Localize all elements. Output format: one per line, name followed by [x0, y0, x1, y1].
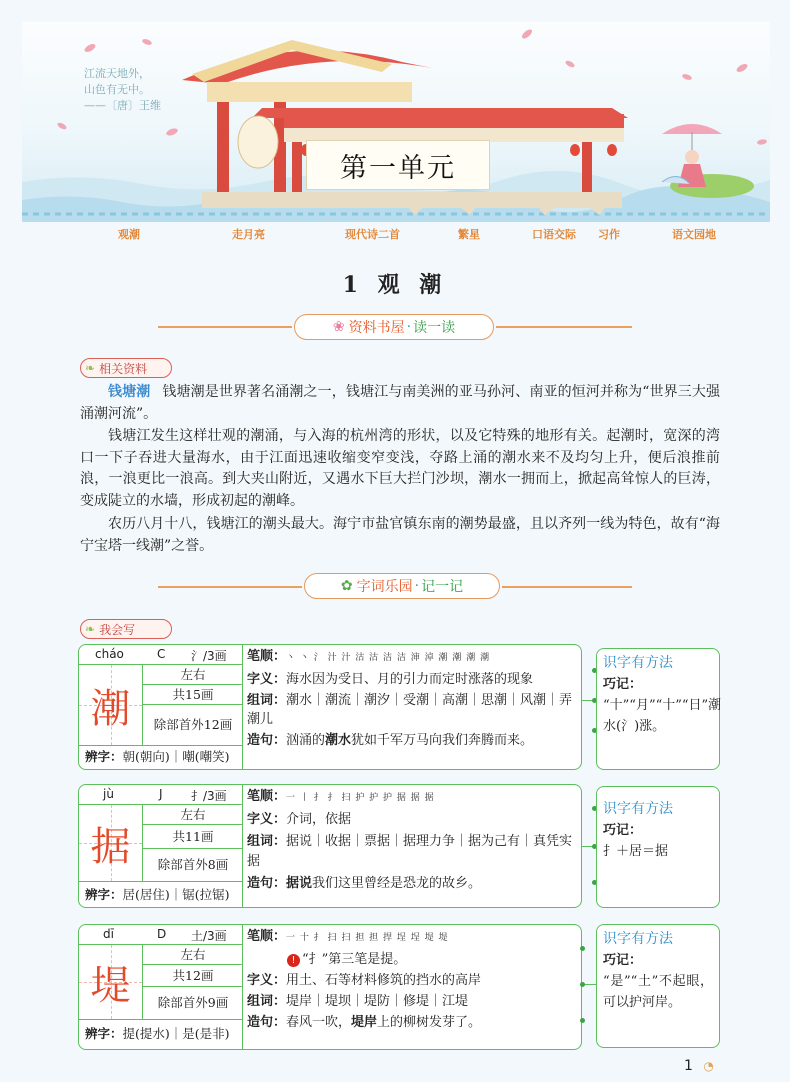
bianzi-text: 居(居住)｜锯(拉锯) — [122, 887, 230, 902]
page-number — [684, 1058, 714, 1074]
bianzi-row — [79, 1019, 243, 1048]
sentence-pre: 汹涌的 — [286, 733, 326, 748]
sentence-label: 造句： — [247, 876, 287, 891]
stroke-extra: 除部首外12画 — [153, 717, 233, 732]
bianzi-row — [79, 745, 243, 768]
big-character — [79, 665, 143, 745]
words-label: 组词： — [247, 834, 287, 849]
nav-item-guanchao[interactable]: 观潮 — [118, 228, 140, 241]
words-row — [247, 832, 579, 872]
words-label: 组词： — [247, 693, 287, 708]
leaf-icon: ❧ — [85, 361, 96, 375]
page-number-text: 1 — [684, 1058, 693, 1074]
char-card-di — [78, 924, 582, 1050]
meaning-text: 海水因为受日、月的引力而定时涨落的现象 — [286, 672, 534, 687]
flower-icon: ❀ — [332, 319, 345, 335]
strokes-text: 丶 丶 氵 汁 汁 沽 沽 洁 洁 渖 淖 潮 潮 潮 潮 — [286, 653, 491, 663]
warning-text: “扌”第三笔是提。 — [302, 952, 407, 967]
strokes-text: 一 十 扌 扫 扫 担 担 捍 埕 埕 堤 堤 — [286, 933, 449, 943]
divider-left — [158, 326, 292, 328]
words-row — [247, 691, 579, 729]
pinyin-row — [79, 645, 243, 665]
lesson-title: 1 观 潮 — [342, 272, 448, 298]
tip-body: “是”“土”不起眼，可以护河岸。 — [603, 974, 713, 1010]
bianzi-text: 朝(朝向)｜嘲(嘲笑) — [122, 749, 230, 764]
tip-title: 识字有方法 — [603, 931, 673, 947]
sentence-keyword: 潮水 — [325, 733, 352, 748]
keyword-qiantangchao: 钱塘潮 — [108, 384, 151, 400]
nav-item-fanxing[interactable]: 繁星 — [458, 228, 480, 241]
paragraph-2: 钱塘江发生这样壮观的潮涌，与入海的杭州湾的形状，以及它特殊的地形有关。起潮时，宽深的湾口一下子吞进大量海水，由于江面迅速收缩变窄变浅，夺路上涌的潮水来不及均匀上升，便后浪推前浪，一浪更比一浪高。到大夹山附近，又遇水下巨大拦门沙坝，潮水一拥而上，掀起高耸惊人的巨涛，变成陡立的水墙，形成初起的潮峰。 — [80, 428, 720, 509]
radical: 扌/3画 — [191, 789, 227, 803]
tip-body: “十”“月”“十”“日”潮水(氵)涨。 — [603, 698, 722, 734]
tip-title: 识字有方法 — [603, 655, 673, 671]
stroke-total: 共12画 — [143, 965, 243, 987]
pinyin: jù — [103, 787, 114, 801]
unit-banner — [22, 22, 770, 222]
words-text: 潮水｜潮流｜潮汐｜受潮｜高潮｜思潮｜风潮｜弄潮儿 — [247, 693, 573, 727]
stroke-warning — [247, 950, 579, 969]
meaning-label: 字义： — [247, 672, 287, 687]
poem-author: ——〔唐〕王维 — [84, 99, 161, 112]
memory-tip-chao — [596, 648, 720, 770]
snail-icon: ◔ — [703, 1059, 714, 1073]
sentence-keyword: 据说 — [286, 876, 313, 891]
meaning-label: 字义： — [247, 973, 287, 988]
char-details — [247, 927, 579, 1034]
strokes-row — [247, 927, 579, 948]
char-info — [79, 925, 243, 1049]
poem-line: 山色有无中。 — [84, 83, 150, 96]
char-info — [79, 645, 243, 769]
tip-title: 识字有方法 — [603, 801, 673, 817]
index-letter: J — [159, 787, 163, 801]
words-row — [247, 992, 579, 1011]
tip-sub: 巧记： — [603, 823, 643, 838]
banner-poem — [84, 66, 161, 114]
structure: 左右 — [143, 665, 243, 685]
nav-item-zouyueliang[interactable]: 走月亮 — [232, 228, 265, 241]
warning-icon: ! — [287, 954, 300, 967]
strokes-label: 笔顺： — [247, 789, 287, 804]
paragraph-1-text: 钱塘潮是世界著名涌潮之一，钱塘江与南美洲的亚马孙河、南亚的恒河并称为“世界三大强涌潮河流”。 — [80, 384, 721, 422]
strokes-text: 一 丨 扌 扌 扫 护 护 护 据 据 据 — [286, 793, 435, 803]
write-tag-label: 我会写 — [99, 622, 136, 637]
pinyin: cháo — [95, 647, 124, 661]
sentence-label: 造句： — [247, 1015, 287, 1030]
strokes-row — [247, 647, 579, 668]
sprout-icon: ✿ — [340, 578, 353, 594]
meaning-label: 字义： — [247, 812, 287, 827]
character: 堤 — [90, 962, 131, 1009]
section-dot: · — [414, 578, 420, 594]
meaning-row — [247, 971, 579, 990]
pinyin-row — [79, 925, 243, 945]
connector-dot — [580, 982, 585, 987]
memory-tip-ju — [596, 786, 720, 908]
radical: 氵/3画 — [191, 649, 227, 663]
words-label: 组词： — [247, 994, 287, 1009]
paragraph-3: 农历八月十八，钱塘江的潮头最大。海宁市盐官镇东南的潮势最盛，且以齐列一线为特色，故有“海宁宝塔一线潮”之誉。 — [80, 516, 720, 554]
meaning-row — [247, 670, 579, 689]
structure: 左右 — [143, 805, 243, 825]
leaf-icon: ❧ — [85, 622, 96, 636]
related-tag-label: 相关资料 — [99, 361, 148, 376]
char-details — [247, 647, 579, 752]
meaning-text: 用土、石等材料修筑的挡水的高岸 — [286, 973, 482, 988]
stroke-extra: 除部首外9画 — [157, 995, 229, 1010]
write-tag — [80, 619, 172, 639]
stroke-extra: 除部首外8画 — [157, 857, 229, 872]
sentence-post: 我们这里曾经是恐龙的故乡。 — [312, 876, 482, 891]
bianzi-row — [79, 881, 243, 908]
sentence-post: 犹如千军万马向我们奔腾而来。 — [351, 733, 534, 748]
char-details — [247, 787, 579, 896]
strokes-label: 笔顺： — [247, 649, 287, 664]
connector-dot — [580, 1018, 585, 1023]
char-info — [79, 785, 243, 907]
pinyin-row — [79, 785, 243, 805]
strokes-row — [247, 787, 579, 808]
char-card-chao — [78, 644, 582, 770]
nav-item-xizuo[interactable]: 习作 — [598, 228, 620, 241]
section-header-reading — [294, 314, 494, 340]
character: 据 — [90, 823, 131, 870]
banner-illustration — [22, 22, 770, 222]
unit-title: 第一单元 — [306, 140, 490, 190]
meaning-row — [247, 810, 579, 830]
section-sub-label: 记一记 — [421, 579, 464, 595]
poem-line: 江流天地外， — [84, 67, 150, 80]
words-text: 堤岸｜堤坝｜堤防｜修堤｜江堤 — [286, 994, 469, 1009]
sentence-post: 上的柳树发芽了。 — [377, 1015, 482, 1030]
section-dot: · — [406, 319, 412, 335]
index-letter: C — [157, 647, 166, 661]
index-letter: D — [157, 927, 167, 941]
bianzi-label: 辨字： — [85, 749, 123, 764]
sentence-pre: 春风一吹， — [286, 1015, 352, 1030]
structure: 左右 — [143, 945, 243, 965]
section-header-words — [304, 573, 500, 599]
sentence-row — [247, 874, 579, 894]
tip-sub: 巧记： — [603, 677, 643, 692]
words-text: 据说｜收据｜票据｜据理力争｜据为己有｜真凭实据 — [247, 834, 573, 869]
char-card-ju — [78, 784, 582, 908]
bianzi-text: 提(提水)｜是(是非) — [122, 1026, 230, 1041]
sentence-keyword: 堤岸 — [351, 1015, 378, 1030]
tip-sub: 巧记： — [603, 953, 643, 968]
memory-tip-di — [596, 924, 720, 1048]
big-character — [79, 945, 143, 1019]
tip-body: 扌＋居＝据 — [603, 844, 669, 859]
divider-left — [158, 586, 302, 588]
sentence-row — [247, 1013, 579, 1032]
section-label: 资料书屋 — [348, 320, 405, 336]
divider-right — [496, 326, 632, 328]
big-character — [79, 805, 143, 881]
section-label: 字词乐园 — [356, 579, 413, 595]
paragraph-1 — [80, 382, 720, 425]
related-info-tag — [80, 358, 172, 378]
bianzi-label: 辨字： — [85, 887, 123, 902]
section-sub-label: 读一读 — [413, 320, 456, 336]
bianzi-label: 辨字： — [85, 1026, 123, 1041]
stroke-total: 共11画 — [143, 825, 243, 849]
connector-dot — [580, 946, 585, 951]
meaning-text: 介词，依据 — [286, 812, 352, 827]
sentence-row — [247, 731, 579, 750]
character: 潮 — [90, 685, 131, 732]
nav-item-xiandaishi[interactable]: 现代诗二首 — [345, 228, 400, 241]
nav-item-kouyujiaoji[interactable]: 口语交际 — [532, 228, 576, 241]
pinyin: dī — [103, 927, 114, 941]
divider-right — [502, 586, 632, 588]
sentence-label: 造句： — [247, 733, 287, 748]
nav-item-yuwenyuandi[interactable]: 语文园地 — [672, 228, 716, 241]
radical: 土/3画 — [191, 929, 227, 943]
strokes-label: 笔顺： — [247, 929, 287, 944]
stroke-total: 共15画 — [143, 685, 243, 705]
